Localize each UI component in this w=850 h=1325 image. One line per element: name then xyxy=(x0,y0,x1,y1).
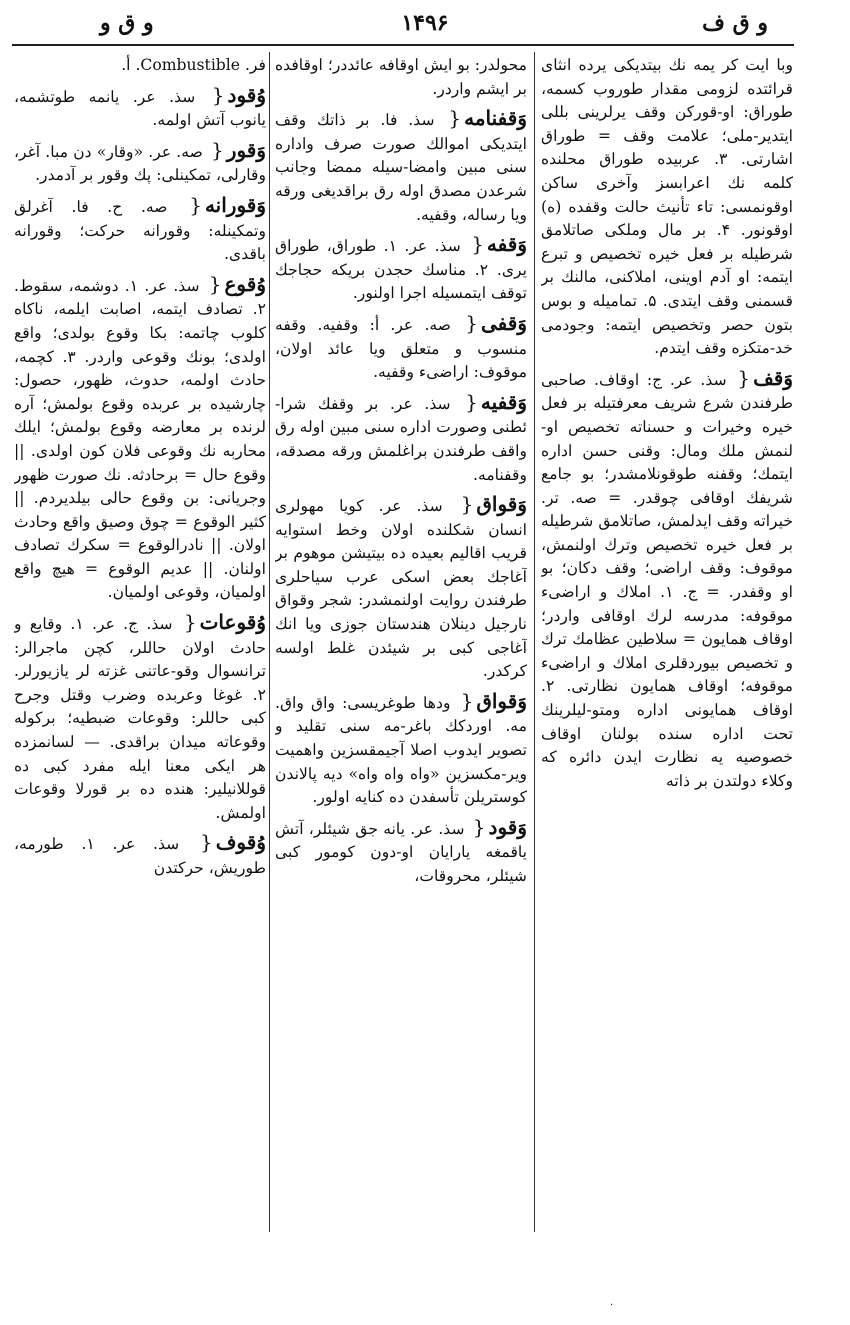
entry-headword: وُقوع xyxy=(224,271,266,296)
entry-headword: وَقورانه xyxy=(204,192,266,217)
column-middle xyxy=(275,54,527,1244)
brace-glyph: { xyxy=(472,814,486,839)
brace-glyph: { xyxy=(471,232,484,257)
entry-definition: سذ. عر. ج: اوقاف. صاحبی طرفندن شرع شریف معرفتیله بر فعل خیره وخیرات و حسناته تخصیص او-لنمش ملك ومال: وقنی حسن اداره ایتمك؛ وقفنه طوقونلامشدر؛ بو جامع شریفك اوقافی چوقدر. = صه. تر. خیراته وقف ایدلمش، صاتلامق شرطیله بر فعل خیره تخصیص وترك اولنمش، موقوف: وقف اراضی؛ وقف دکان؛ بو او وقفدر. = ج. ۱. املاك و اراضیء موقوفه: مدرسه لرك اوقافی واردر؛ اوقاف همایون = سلاطین عظامك ترك و تخصیص بیوردقلری املاك و اراضیء موقوفه؛ اوقاف همایون نظارتی. ۲. اوقاف همایونی اداره ومتو-لیلرینك تحت اداره سنده بولنان اوقاف خصوصیه یه نظارت ایدن دائره که وکلاء دولتدن بر ذاته xyxy=(541,370,793,790)
entry-definition: سذ. عر. بر وقفك شرا-ئطنی وصورت اداره سنی مبین اوله رق واقف طرفندن براغلمش ورقه مصدقه، وقفنامه. xyxy=(275,394,527,484)
entry-definition: محولدر: بو ایش اوقافه عائددر؛ اوقافده بر ایشم واردر. xyxy=(275,56,527,98)
header-rule xyxy=(12,44,794,46)
entry-definition: صه. عر. «وقار» دن مبا. آغر، وقارلی، تمکینلی: پك وقور بر آدمدر. xyxy=(14,142,266,185)
brace-glyph: { xyxy=(199,830,213,855)
entry-definition: سذ. عر. کویا مهولری انسان شکلنده اولان وخط استوایه قریب اقالیم بعیده ده بیتیشن موهوم بر آغاجك بعض اسکی عرب سیاحلری طرفندن روایت اولنمشدر: شجر وقواق نارجیل دینلان هندستان جوزی ویا انك آغاجی کبی بر شیئدن غلط اولسه کرکدر. xyxy=(275,497,527,681)
header-right-letters: و ق ف xyxy=(702,10,768,36)
dictionary-entry xyxy=(275,690,527,810)
dictionary-entry xyxy=(275,312,527,385)
entry-definition: سذ. فا. بر ذاتك وقف ایتدیکی اموالك صورت صرف واداره سنی مبین وامضا-سیله ممضا وجانب شرعدن مصدق اوله رق براقدیغی ورقه ویا رساله، وقفیه. xyxy=(275,111,527,224)
entry-headword: وَقفه xyxy=(486,232,527,257)
dictionary-entry xyxy=(275,54,527,101)
page-header xyxy=(12,8,838,38)
brace-glyph: { xyxy=(465,310,478,335)
brace-glyph: { xyxy=(189,192,202,217)
brace-glyph: { xyxy=(737,365,751,390)
entry-headword: وَقواق xyxy=(476,688,527,713)
dictionary-entry xyxy=(14,54,266,78)
entry-headword: وُقوعات xyxy=(199,610,266,635)
entry-definition: صه. ح. فا. آغرلق وتمکینله: وقورانه حرکت؛ وقورانه باقدی. xyxy=(14,197,266,264)
entry-definition: سذ. عر. ۱. دوشمه، سقوط. ۲. تصادف ایتمه، اصابت ایلمه، ناکاه کلوب چاتمه: بکا وقوع بولدی؛ واقع اولدی؛ بونك وقوعی واردر. ۳. کچمه، حادث اولمه، حدوث، ظهور، حصول: چارشیده بر عربده وقوع بولمش؛ آره لرنده بر معارضه وقوع بولمش؛ ایلك محاربه نك وقوعی فلان کون اولدی. || وقوع حال = برحادثه. نك صورت ظهور وجریانی: بن وقوع حالی بیلدیردم. || کثیر الوقوع = چوق وصیق واقع وحادث اولان. || نادرالوقوع = سکرك تصادف اولنان. || عدیم الوقوع = هیچ واقع اولمیان، وقوعی اولمیان. xyxy=(14,276,266,602)
brace-glyph: { xyxy=(183,610,197,635)
dictionary-entry xyxy=(14,194,266,267)
dictionary-entry xyxy=(275,391,527,487)
dictionary-entry xyxy=(275,493,527,684)
entry-definition: وبا ایت کر یمه نك بیتدیکی یرده انثای قرائتده لزومی مقدار طوروب کسمه، طوراق: او-قوركن وقف یرلرینی بللی ایتدیر-ملی؛ علامت وقف = طوراق اشارتی. ۳. عربیده طوراق محلنده کلمه نك اعرابسز وآخری ساکن اوقونمسی: تاء تأنیث حالت وقفده (ه) اوقونور. ۴. بر مال وملکی صاتلامق شرطیله بر فعل خیره تخصیص و تبرع ایتمه: او آدم اوینی، املاکنی، مالنك بر قسمنی وقف ایتدی. ۵. تماميله و بوس بتون حصر وتخصیص ایتمه: وجودمی خد-متکزه وقف ایتدم. xyxy=(541,56,793,358)
brace-glyph: { xyxy=(208,271,222,296)
header-left-letters: و ق و xyxy=(100,10,154,36)
dictionary-entry xyxy=(275,107,527,227)
dictionary-entry xyxy=(14,831,266,880)
entry-headword: وَقفی xyxy=(480,310,527,335)
entry-definition: سذ. عر. ۱. طورمه، طوریش، حرکتدن xyxy=(14,835,266,877)
entry-definition: سذ. ج. عر. ۱. وقایع و حادث اولان حاللر، کچن ماجرالر: ترانسوال وقو-عاتنی غزته لر یازیورلر. ۲. غوغا وعربده وضرب وقتل وجرح کبی حاللر: وقوعات ضبطیه؛ برکوله وقوعاته میدان براقدی. — لسانمزده هر ایکی معنا ایله مفرد کبی ده قوللانیلیر: هنده ده بر قورلا وقوعات اولمش. xyxy=(14,615,266,822)
entry-headword: وَقواق xyxy=(476,492,527,517)
dictionary-entry xyxy=(14,84,266,133)
dictionary-entry xyxy=(275,233,527,306)
dictionary-entry xyxy=(14,273,266,605)
entry-headword: وَقفیه xyxy=(480,389,527,414)
entry-headword: وُقود xyxy=(227,82,266,107)
entry-definition: سذ. عر. یانمه طوتشمه، یانوب آتش اولمه. xyxy=(14,87,266,130)
brace-glyph: { xyxy=(460,688,474,713)
entry-definition: سذ. عر. یانه جق شیئلر، آتش یاقمغه یارایان او-دون کومور کبی شیئلر، محروقات، xyxy=(275,819,527,885)
entry-definition: ودها طوغریسی: واق واق. مه. اوردکك باغر-مه سنی تقلید و تصویر ایدوب اصلا آجیمقسزین واهمیت ویر-مکسزین «واه واه واه» دیه پالاندن کوستریلن تأسفدن ده کنایه اولور. xyxy=(275,693,527,807)
dictionary-entry xyxy=(14,611,266,825)
entry-headword: وُقوف xyxy=(215,830,266,855)
dictionary-entry xyxy=(14,139,266,188)
entry-headword: وَقور xyxy=(226,137,266,162)
entry-definition: صه. عر. أ: وقفیه. وقفه منسوب و متعلق ویا عائد اولان، موقوف: اراضیء وقفیه. xyxy=(275,315,527,382)
column-right xyxy=(541,54,793,1244)
brace-glyph: { xyxy=(448,106,462,131)
entry-definition: سذ. عر. ۱. طوراق، طوراق یری. ۲. مناسك حجدن بریکه حجاجك توقف ایتمسیله اجرا اولنور. xyxy=(275,237,527,303)
entry-headword: وَقف xyxy=(753,365,793,390)
column-divider xyxy=(534,52,535,1232)
brace-glyph: { xyxy=(465,389,478,414)
dictionary-entry xyxy=(541,367,793,794)
brace-glyph: { xyxy=(460,492,474,517)
entry-headword: وَقود xyxy=(488,814,527,839)
column-left xyxy=(14,54,266,1244)
page-number: ۱۴۹۶ xyxy=(401,10,449,36)
dictionary-entry xyxy=(541,54,793,361)
dictionary-entry xyxy=(275,816,527,889)
brace-glyph: { xyxy=(211,137,224,162)
stray-mark: · xyxy=(610,1300,614,1311)
brace-glyph: { xyxy=(211,82,225,107)
entry-definition: فر. Combustible. أ. xyxy=(121,56,266,74)
column-divider xyxy=(269,52,270,1232)
entry-headword: وَقفنامه xyxy=(464,106,527,131)
